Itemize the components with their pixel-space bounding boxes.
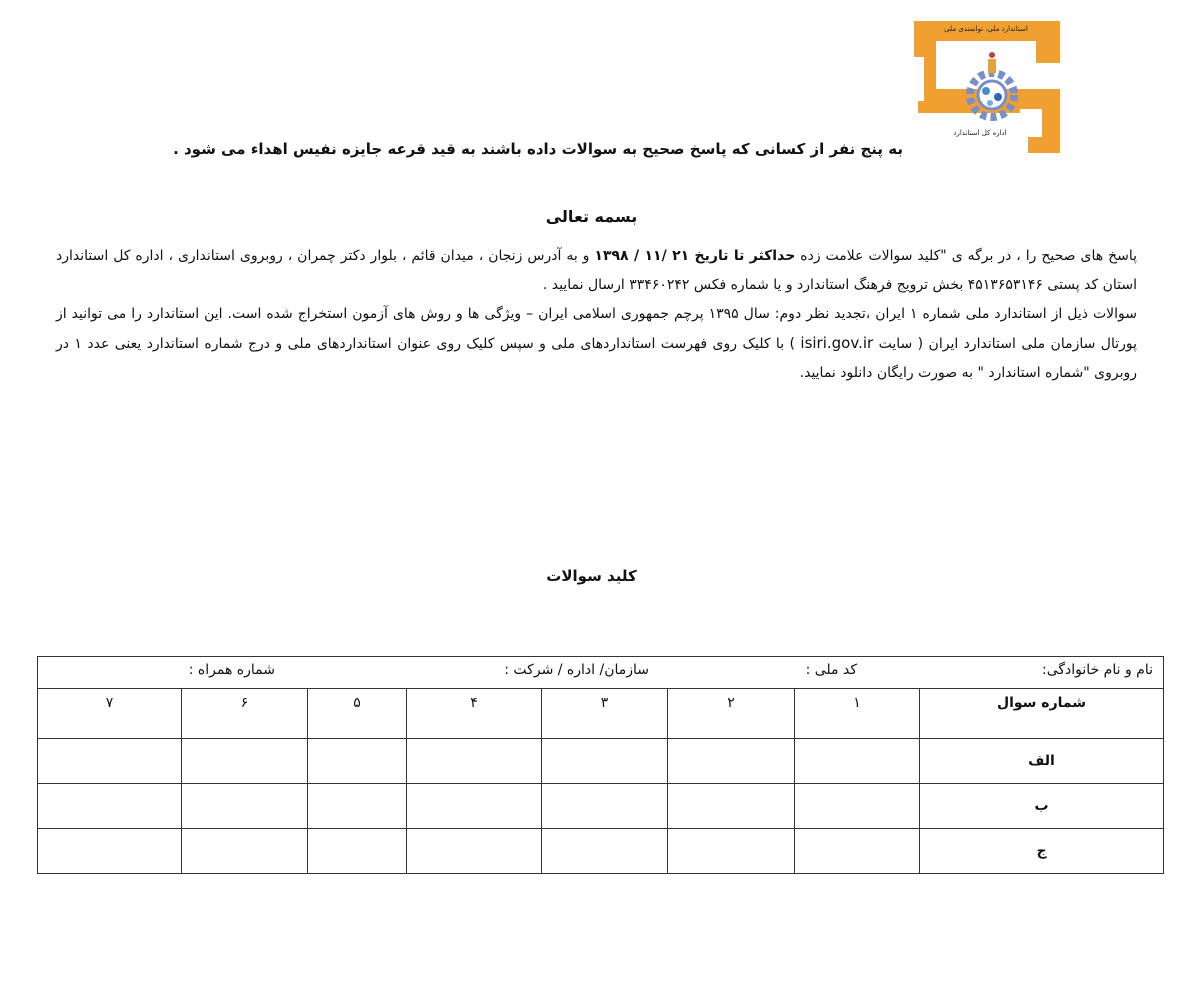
answer-cell[interactable]: [38, 784, 182, 829]
answer-cell[interactable]: [182, 829, 308, 874]
answer-cell[interactable]: [407, 829, 542, 874]
answer-cell[interactable]: [407, 784, 542, 829]
svg-text:استاندارد ملی، توانمندی ملی: استاندارد ملی، توانمندی ملی: [944, 25, 1028, 33]
answer-cell[interactable]: [407, 739, 542, 784]
answer-cell[interactable]: [795, 784, 920, 829]
question-number-row: [38, 689, 1164, 739]
answer-cell[interactable]: [542, 784, 668, 829]
standard-source-info: [56, 300, 1137, 388]
question-number-6: ۶: [182, 689, 308, 739]
question-number-1: ۱: [795, 689, 920, 739]
mobile-number-label[interactable]: شماره همراه :: [188, 662, 275, 678]
question-number-header: شماره سوال: [920, 689, 1164, 739]
answer-cell[interactable]: [308, 829, 407, 874]
answer-cell[interactable]: [542, 739, 668, 784]
instruction-text-1: پاسخ های صحیح را ، در برگه ی "کلید سوالات علامت زده: [800, 248, 1138, 264]
answer-cell[interactable]: [38, 739, 182, 784]
answer-cell[interactable]: [542, 829, 668, 874]
source-text-1: سوالات ذیل از استاندارد ملی شماره ۱ ایران ،تجدید نظر دوم: سال ۱۳۹۵ پرچم جمهوری اسلامی ایران – ویژگی ها و روش های آزمون استخراج شده است. این استاندارد را می توانید از پورتال سازمان ملی استاندارد ایران ( سایت: [56, 306, 1137, 352]
answer-key-title: کلید سوالات: [546, 567, 637, 585]
question-number-3: ۳: [542, 689, 668, 739]
source-text-2: ) با کلیک روی فهرست استانداردهای ملی و سپس کلیک روی عنوان استانداردهای ملی و درج شماره استاندارد یعنی عدد ۱ در روبروی "شماره استاندارد " به صورت رایگان دانلود نمایید.: [56, 336, 1137, 381]
instructions-paragraph: [56, 242, 1137, 388]
option-label-be: ب: [920, 784, 1164, 829]
option-row-be: [38, 784, 1164, 829]
national-code-label[interactable]: کد ملی :: [805, 662, 857, 678]
option-label-jim: ج: [920, 829, 1164, 874]
answer-cell[interactable]: [308, 784, 407, 829]
basmala-heading: بسمه تعالی: [545, 207, 638, 226]
answer-cell[interactable]: [38, 829, 182, 874]
name-field-label[interactable]: نام و نام خانوادگی:: [1042, 662, 1153, 678]
prize-notice: به پنج نفر از کسانی که پاسخ صحیح به سوالات داده باشند به قید قرعه جایزه نفیس اهداء می شود .: [173, 140, 903, 158]
participant-info-row: [38, 657, 1164, 689]
option-row-alef: [38, 739, 1164, 784]
answer-cell[interactable]: [795, 739, 920, 784]
organization-label[interactable]: سازمان/ اداره / شرکت :: [504, 662, 649, 678]
question-number-2: ۲: [668, 689, 795, 739]
answer-cell[interactable]: [308, 739, 407, 784]
answer-cell[interactable]: [668, 829, 795, 874]
submission-instructions: [56, 242, 1137, 300]
instruction-text-2: و به آدرس زنجان ، میدان قائم ، بلوار دکتر چمران ، روبروی استانداری ، اداره کل استاندارد استان کد پستی ۴۵۱۳۶۵۳۱۴۶ بخش ترویج فرهنگ استاندارد و یا شماره فکس ۳۳۴۶۰۲۴۲ ارسال نمایید .: [56, 248, 1137, 293]
answer-cell[interactable]: [182, 784, 308, 829]
answer-cell[interactable]: [668, 739, 795, 784]
question-number-7: ۷: [38, 689, 182, 739]
deadline-text: حداکثر تا تاریخ ۲۱ /۱۱ / ۱۳۹۸: [594, 248, 796, 264]
answer-cell[interactable]: [668, 784, 795, 829]
question-number-4: ۴: [407, 689, 542, 739]
website-link[interactable]: isiri.gov.ir: [800, 334, 874, 352]
option-row-jim: [38, 829, 1164, 874]
standard-organization-logo: [910, 17, 1064, 156]
option-label-alef: الف: [920, 739, 1164, 784]
answer-cell[interactable]: [795, 829, 920, 874]
question-number-5: ۵: [308, 689, 407, 739]
answer-cell[interactable]: [182, 739, 308, 784]
flask-icon: [988, 52, 996, 73]
svg-text:اداره کل استاندارد: اداره کل استاندارد: [953, 129, 1007, 137]
answer-key-table: [37, 656, 1164, 874]
